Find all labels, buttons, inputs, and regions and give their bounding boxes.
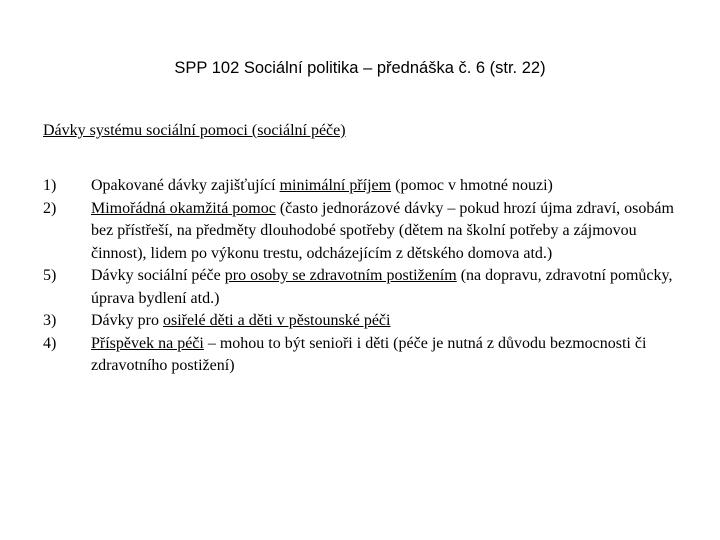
list-item-text: [91, 200, 674, 262]
list-item-number: 1): [43, 177, 57, 194]
list-item-text-post: (na dopravu, zdravotní pomůcky, úprava bydlení atd.): [91, 267, 673, 307]
list-item-text-underlined: pro osoby se zdravotním postižením: [224, 267, 457, 284]
list-item-number: 4): [43, 334, 57, 352]
list-item: [43, 310, 683, 333]
list-item: [43, 265, 683, 310]
list-item-text-pre: Opakované dávky zajišťující: [91, 177, 280, 194]
list-item-text-post: (často jednorázové dávky – pokud hrozí újma zdraví, osobám bez přístřeší, na předměty dlouhodobé spotřeby (dětem na školní potřeby a zájmovou činnost), lidem po výkonu trestu, odcházejícím z dětského domova atd.): [91, 199, 674, 262]
list-item-text-post: – mohou to být senioři i děti (péče je nutná z důvodu bezmocnosti či zdravotního postižení): [91, 334, 647, 374]
list-item-text: [91, 267, 673, 307]
list-item: [43, 198, 683, 266]
list-item-text: [91, 335, 646, 375]
section-heading: Dávky systému sociální pomoci (sociální péče): [43, 122, 346, 139]
list-item-number: 5): [43, 267, 57, 284]
list-item-text-underlined: Příspěvek na péči: [91, 334, 204, 352]
list-item: [43, 175, 683, 198]
page-title: SPP 102 Sociální politika – přednáška č. 6 (str. 22): [174, 59, 546, 77]
list-item-number: 2): [43, 199, 57, 217]
list-item-text-underlined: Mimořádná okamžitá pomoc: [91, 199, 276, 217]
list-item-text-underlined: minimální příjem: [279, 177, 392, 194]
list-item-number: 3): [43, 312, 57, 329]
list-item-text-underlined: osiřelé děti a děti v pěstounské péči: [162, 312, 391, 329]
list-item: [43, 333, 683, 378]
list-item-text-pre: Dávky pro: [91, 312, 163, 329]
list-item-text-pre: Dávky sociální péče: [91, 267, 225, 284]
list-item-text: [91, 312, 390, 329]
list-item-text-post: (pomoc v hmotné nouzi): [391, 177, 553, 194]
benefits-list: [43, 175, 683, 378]
list-item-text: [91, 177, 553, 194]
